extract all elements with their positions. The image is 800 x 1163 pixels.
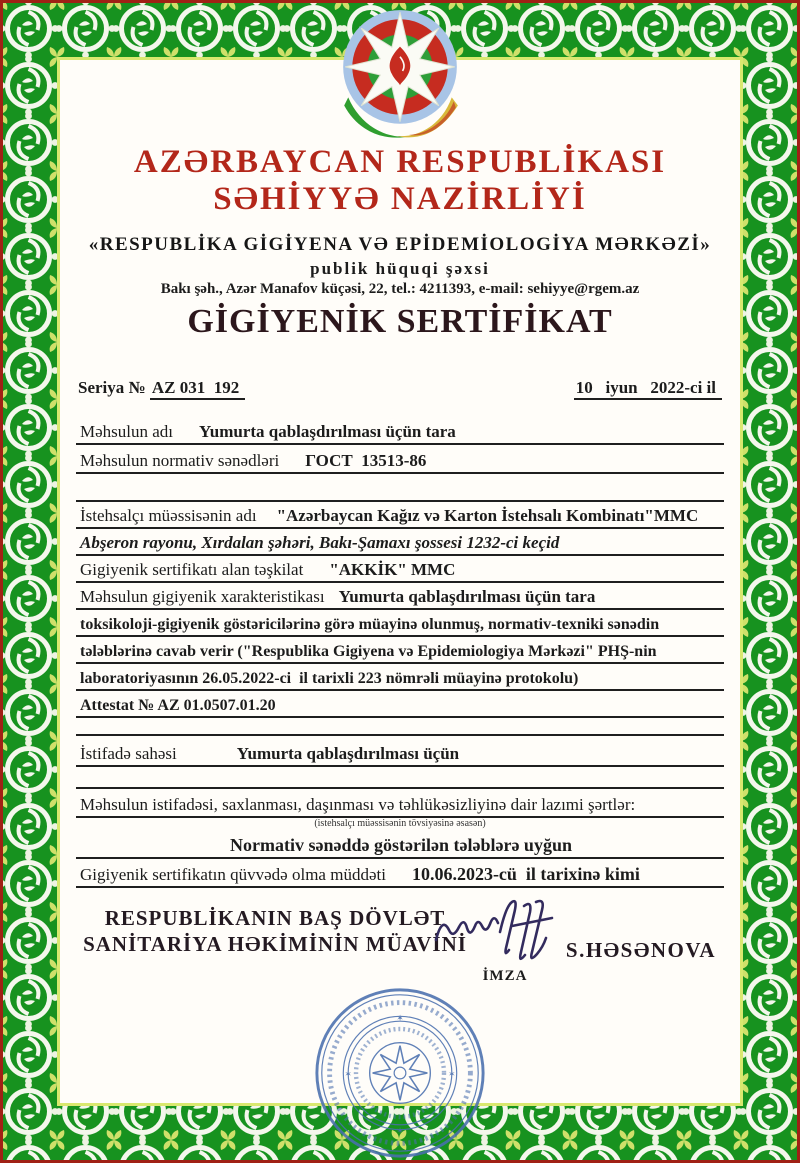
handwritten-signature [428, 892, 578, 970]
field-value: Normativ sənəddə göstərilən tələblərə uyğun [230, 835, 572, 855]
field-manufacturer-address [76, 529, 724, 556]
field-label: İstifadə sahəsi [80, 744, 177, 763]
svg-text:✶: ✶ [396, 1014, 404, 1025]
conditions-group [76, 787, 724, 888]
country-title-line1: AZƏRBAYCAN RESPUBLİKASI [133, 144, 667, 180]
serial-and-date-row [78, 378, 722, 398]
svg-text:✶: ✶ [396, 1126, 404, 1137]
manufacturer-group [76, 500, 724, 718]
issue-date-value: 10 iyun 2022-ci il [574, 378, 722, 400]
product-group [76, 416, 724, 474]
field-value: laboratoriyasının 26.05.2022-ci il tarixli 223 nömrəli müayinə protokolu) [80, 670, 579, 687]
field-value: toksikoloji-gigiyenik göstəricilərinə görə müayinə olunmuş, normativ-texniki sənədin [80, 616, 660, 633]
usage-group [76, 734, 724, 767]
field-manufacturer [76, 502, 724, 529]
field-conditions-value [76, 830, 724, 859]
field-certificate-holder [76, 556, 724, 583]
azerbaijan-state-emblem-icon [334, 4, 466, 140]
field-product-name [76, 416, 724, 445]
characteristics-line-3 [76, 664, 724, 691]
imza-caption: İMZA [482, 968, 528, 984]
field-label: Məhsulun adı [80, 422, 174, 441]
field-value: "Azərbaycan Kağız və Karton İstehsalı Kombinatı"MMC [276, 506, 699, 525]
round-official-stamp-icon [312, 985, 488, 1161]
field-value: ГОСТ 13513-86 [305, 451, 427, 470]
field-value: Abşeron rayonu, Xırdalan şəhəri, Bakı-Şamaxı şossesi 1232-ci keçid [80, 533, 560, 552]
field-label: İstehsalçı müəssisənin adı [80, 506, 257, 525]
characteristics-line-1 [76, 610, 724, 637]
serial-number [78, 378, 245, 398]
field-value: Yumurta qablaşdırılması üçün tara [338, 587, 596, 606]
field-value: Yumurta qablaşdırılması üçün tara [199, 422, 456, 441]
field-rows [76, 416, 724, 888]
issuing-center-name: «RESPUBLİKA GİGİYENA VƏ EPİDEMİOLOGİYA MƏRKƏZİ» [88, 233, 712, 255]
field-value: Attestat № AZ 01.0507.01.20 [80, 697, 276, 714]
signatory-title-line2: SANİTARİYA HƏKİMİNİN MÜAVİNİ [83, 932, 467, 957]
field-conditions-label [76, 789, 724, 818]
signatory-name: S.HƏSƏNOVA [565, 938, 716, 962]
field-value: tələblərinə cavab verir ("Respublika Gigiyena və Epidemiologiya Mərkəzi" PHŞ-nin [80, 643, 657, 660]
signatory-title [70, 905, 480, 958]
certificate-header [60, 144, 740, 341]
field-value: Yumurta qablaşdırılması üçün [236, 744, 460, 763]
field-value: "AKKİK" MMC [329, 560, 456, 579]
field-value: 10.06.2023-cü il tarixinə kimi [411, 864, 640, 884]
field-label: Məhsulun normativ sənədləri [80, 451, 280, 470]
field-label: Məhsulun istifadəsi, saxlanması, daşınması və təhlükəsizliyinə dair lazımi şərtlər: [80, 795, 636, 814]
field-label: Məhsulun gigiyenik xarakteristikası [80, 587, 325, 606]
field-attestat [76, 691, 724, 718]
document-title: GİGİYENİK SERTİFİKAT [187, 302, 613, 340]
certificate-body [60, 60, 740, 1137]
conditions-note: (istehsalçı müəssisənin tövsiyəsinə əsasən) [314, 818, 486, 829]
legal-form: publik hüquqi şəxsi [310, 258, 490, 278]
serial-value: AZ 031 192 [150, 378, 245, 400]
field-hygienic-characteristics [76, 583, 724, 610]
field-validity [76, 859, 724, 888]
country-title-line2: SƏHİYYƏ NAZİRLİYİ [213, 180, 587, 217]
field-usage-area [76, 736, 724, 767]
field-label: Gigiyenik sertifikatın qüvvədə olma müddəti [80, 865, 386, 884]
serial-label: Seriya № [78, 378, 146, 397]
svg-text:✶: ✶ [448, 1069, 456, 1080]
issue-date [574, 378, 722, 398]
characteristics-line-2 [76, 637, 724, 664]
svg-text:✶: ✶ [344, 1069, 352, 1080]
field-normative-docs [76, 445, 724, 474]
signatory-title-line1: RESPUBLİKANIN BAŞ DÖVLƏT [104, 906, 446, 930]
issuer-address: Bakı şəh., Azər Manafov küçəsi, 22, tel.: 4211393, e-mail: sehiyye@rgem.az [160, 280, 640, 297]
field-label: Gigiyenik sertifikatı alan təşkilat [80, 560, 304, 579]
